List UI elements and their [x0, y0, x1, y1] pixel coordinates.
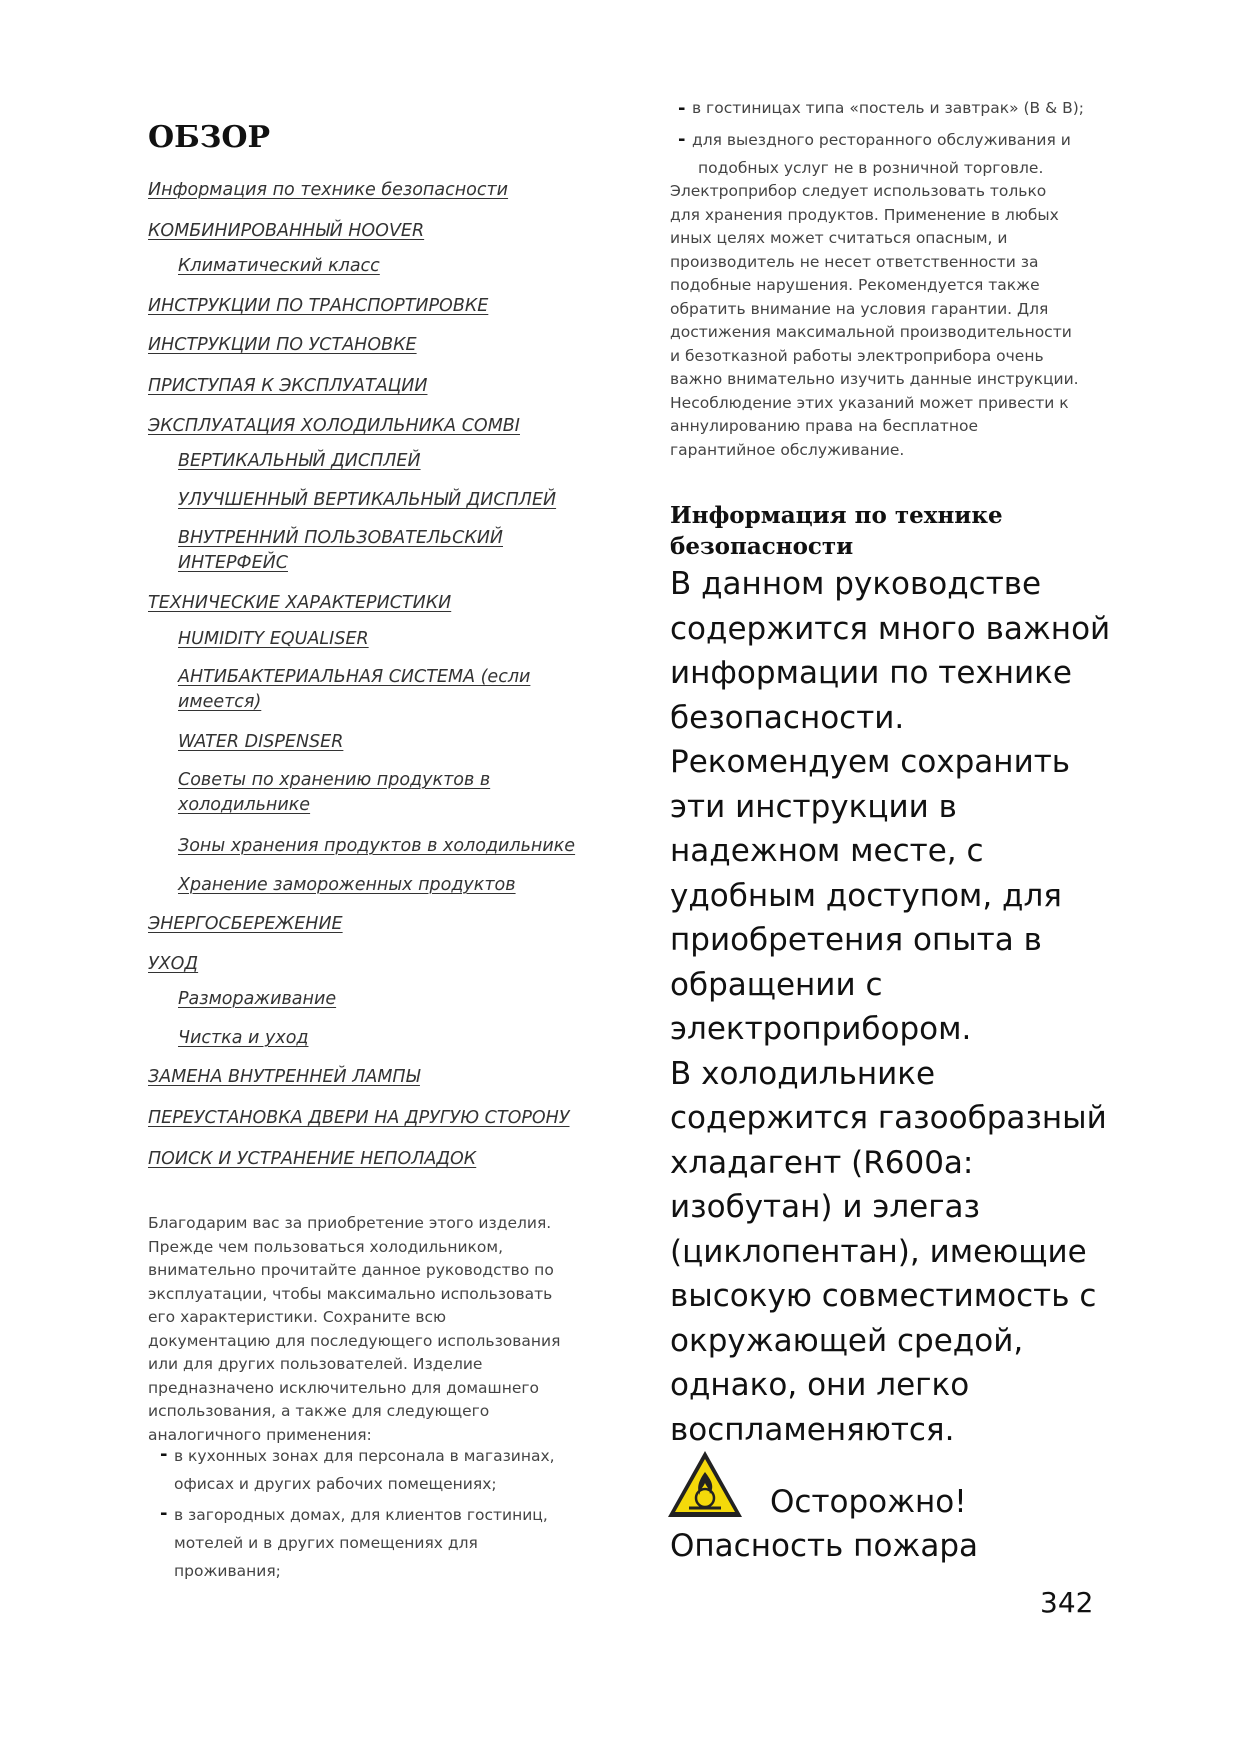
safety-text-2: В холодильнике содержится газообразный хладагент (R600a: изобутан) и элегаз (циклопентан), имеющие высокую совместимость с окружающей средой, однако, они легко воспламеняются.: [670, 1055, 1107, 1448]
toc-link[interactable]: WATER DISPENSER: [178, 732, 344, 752]
bullet-dash: -: [160, 1503, 168, 1524]
toc-link[interactable]: HUMIDITY EQUALISER: [178, 629, 369, 649]
toc-link[interactable]: ПОИСК И УСТРАНЕНИЕ НЕПОЛАДОК: [148, 1149, 477, 1169]
intro-paragraph: Благодарим вас за приобретение этого изделия. Прежде чем пользоваться холодильником, внимательно прочитайте данное руководство по эксплуатации, чтобы максимально использовать его характеристики. Сохраните всю документацию для последующего использования или для других пользователей. Изделие предназначено исключительно для домашнего использования, а также для следующего аналогичного применения:: [148, 1214, 561, 1444]
toc-link[interactable]: Зоны хранения продуктов в холодильнике: [178, 836, 576, 856]
toc-link[interactable]: Размораживание: [178, 989, 337, 1009]
toc-link[interactable]: УЛУЧШЕННЫЙ ВЕРТИКАЛЬНЫЙ ДИСПЛЕЙ: [178, 490, 557, 510]
toc-link[interactable]: УХОД: [148, 954, 199, 974]
intro-bullet-1: в кухонных зонах для персонала в магазинах, офисах и других рабочих помещениях;: [174, 1447, 555, 1493]
toc-link[interactable]: ИНСТРУКЦИИ ПО ТРАНСПОРТИРОВКЕ: [148, 296, 489, 316]
toc-link[interactable]: Информация по технике безопасности: [148, 180, 509, 200]
bullet-dash: -: [160, 1444, 168, 1465]
safety-text-1: В данном руководстве содержится много важной информации по технике безопасности. Рекомендуем сохранить эти инструкции в надежном месте, с удобным доступом, для приобретения опыта в обращении с электроприбором.: [670, 566, 1111, 1047]
toc-link[interactable]: ВНУТРЕННИЙ ПОЛЬЗОВАТЕЛЬСКИЙ ИНТЕРФЕЙС: [178, 528, 503, 573]
toc-link[interactable]: ЭНЕРГОСБЕРЕЖЕНИЕ: [148, 914, 343, 934]
toc-link[interactable]: ПЕРЕУСТАНОВКА ДВЕРИ НА ДРУГУЮ СТОРОНУ: [148, 1108, 570, 1128]
toc-link[interactable]: Климатический класс: [178, 256, 380, 276]
warning-subtitle: Опасность пожара: [670, 1528, 979, 1564]
toc-link[interactable]: ЭКСПЛУАТАЦИЯ ХОЛОДИЛЬНИКА COMBI: [148, 416, 520, 436]
bullet-dash: -: [678, 98, 686, 119]
page-number: 342: [1040, 1586, 1094, 1619]
bullet-dash: -: [678, 129, 686, 150]
toc-link[interactable]: ИНСТРУКЦИИ ПО УСТАНОВКЕ: [148, 335, 417, 355]
toc-link[interactable]: Чистка и уход: [178, 1028, 309, 1048]
toc-link[interactable]: Советы по хранению продуктов в холодильнике: [178, 770, 491, 815]
usage-paragraph: Электроприбор следует использовать только для хранения продуктов. Применение в любых иных целях может считаться опасным, и производитель не несет ответственности за подобные нарушения. Рекомендуется также обратить внимание на условия гарантии. Для достижения максимальной производительности и безотказной работы электроприбора очень важно внимательно изучить данные инструкции. Несоблюдение этих указаний может привести к аннулированию права на бесплатное гарантийное обслуживание.: [670, 182, 1079, 459]
toc-link[interactable]: Хранение замороженных продуктов: [178, 875, 516, 895]
toc-link[interactable]: ПРИСТУПАЯ К ЭКСПЛУАТАЦИИ: [148, 376, 428, 396]
page-title: ОБЗОР: [148, 120, 271, 155]
toc-link[interactable]: ВЕРТИКАЛЬНЫЙ ДИСПЛЕЙ: [178, 451, 421, 471]
toc-link[interactable]: ТЕХНИЧЕСКИЕ ХАРАКТЕРИСТИКИ: [148, 593, 452, 613]
safety-text: [670, 562, 1130, 1452]
warning-title: Осторожно!: [770, 1484, 967, 1520]
right-bullet-1: в гостиницах типа «постель и завтрак» (B & B);: [692, 99, 1085, 117]
intro-bullet-2: в загородных домах, для клиентов гостиниц, мотелей и в других помещениях для проживания;: [174, 1506, 548, 1580]
toc-link[interactable]: АНТИБАКТЕРИАЛЬНАЯ СИСТЕМА (если имеется): [178, 667, 531, 712]
right-bullet-2: для выездного ресторанного обслуживания и подобных услуг не в розничной торговле.: [692, 131, 1071, 177]
section-heading: Информация по технике безопасности: [670, 502, 1003, 560]
flammable-warning-icon: [665, 1448, 745, 1520]
toc-link[interactable]: КОМБИНИРОВАННЫЙ HOOVER: [148, 221, 425, 241]
toc-link[interactable]: ЗАМЕНА ВНУТРЕННЕЙ ЛАМПЫ: [148, 1067, 420, 1087]
